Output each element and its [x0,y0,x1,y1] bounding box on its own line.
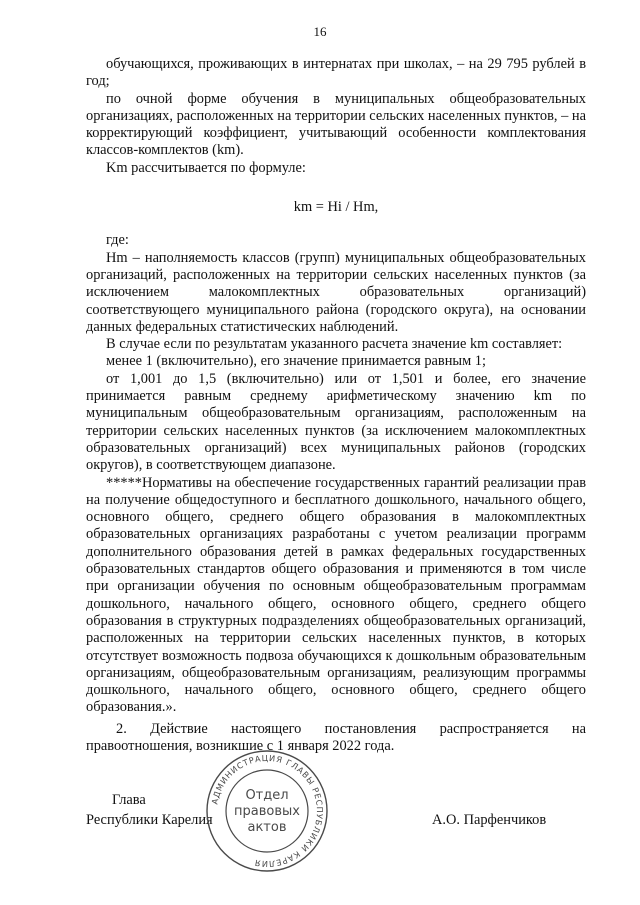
stamp-line1: Отдел [245,788,289,803]
page-number: 16 [313,24,327,39]
stamp-line2: правовых [234,804,300,819]
paragraph-km-less-than-one: менее 1 (включительно), его значение принимается равным 1; [106,353,486,370]
stamp-line3: актов [247,820,287,835]
signatory-title-line1: Глава [112,792,146,808]
paragraph-where: где: [106,232,129,249]
formula: km = Hi / Hm, [293,199,379,216]
document-body [86,56,586,755]
paragraph-internat-rate: обучающихся, проживающих в интернатах при школах, – на 29 795 рублей в год; [86,56,586,90]
paragraph-km-range: от 1,001 до 1,5 (включительно) или от 1,501 и более, его значение принимается равным среднему арифметическому значению km по муниципальным общеобразовательным организациям, расположенным на территории сельских населенных пунктов (за исключением малокомплектных образовательных организаций) всех муниципальных районов (городских округов), в соответствующем диапазоне. [86,370,586,474]
signatory-title-line2: Республики Карелия [86,812,213,828]
stamp-ring-text: АДМИНИСТРАЦИЯ ГЛАВЫ РЕСПУБЛИКИ КАРЕЛИЯ [209,752,326,870]
paragraph-formula-intro: Km рассчитывается по формуле: [106,159,306,176]
official-stamp [204,748,330,874]
paragraph-effective-date: 2. Действие настоящего постановления распространяется на правоотношения, возникшие с 1 января 2022 года. [86,720,586,754]
paragraph-footnote-norms: *****Нормативы на обеспечение государственных гарантий реализации прав на получение общедоступного и бесплатного дошкольного, начального общего, основного общего, среднего общего образования в малокомплектных образовательных организациях разработаны с учетом реализации программ дополнительного образования детей в рамках федеральных государственных образовательных стандартов общего образования и применяются в том числе при организации обучения по основным общеобразовательным программам дошкольного, начального общего, основного общего, среднего общего образования в структурных подразделениях общеобразовательных организаций, расположенных на территории сельских населенных пунктов, в которых отсутствует возможность подвоза обучающихся к дошкольным образовательным организациям, общеобразовательным организациям, реализующим программы дошкольного, начального общего, основного общего, среднего общего образования.». [86,474,586,716]
paragraph-hm-definition: Hm – наполняемость классов (групп) муниципальных общеобразовательных организаций, расположенных на территории сельских населенных пунктов (за исключением малокомплектных образовательных организаций) соответствующего муниципального района (городского округа), на основании данных федеральных статистических наблюдений. [86,249,586,335]
signatory-name: А.О. Парфенчиков [432,812,547,828]
paragraph-km-cases: В случае если по результатам указанного расчета значение km составляет: [106,336,563,353]
signatory-title [86,790,213,830]
paragraph-rural-coefficient: по очной форме обучения в муниципальных общеобразовательных организациях, расположенных на территории сельских населенных пунктов, – на корректирующий коэффициент, учитывающий особенности комплектования классов-комплектов (km). [86,90,586,159]
